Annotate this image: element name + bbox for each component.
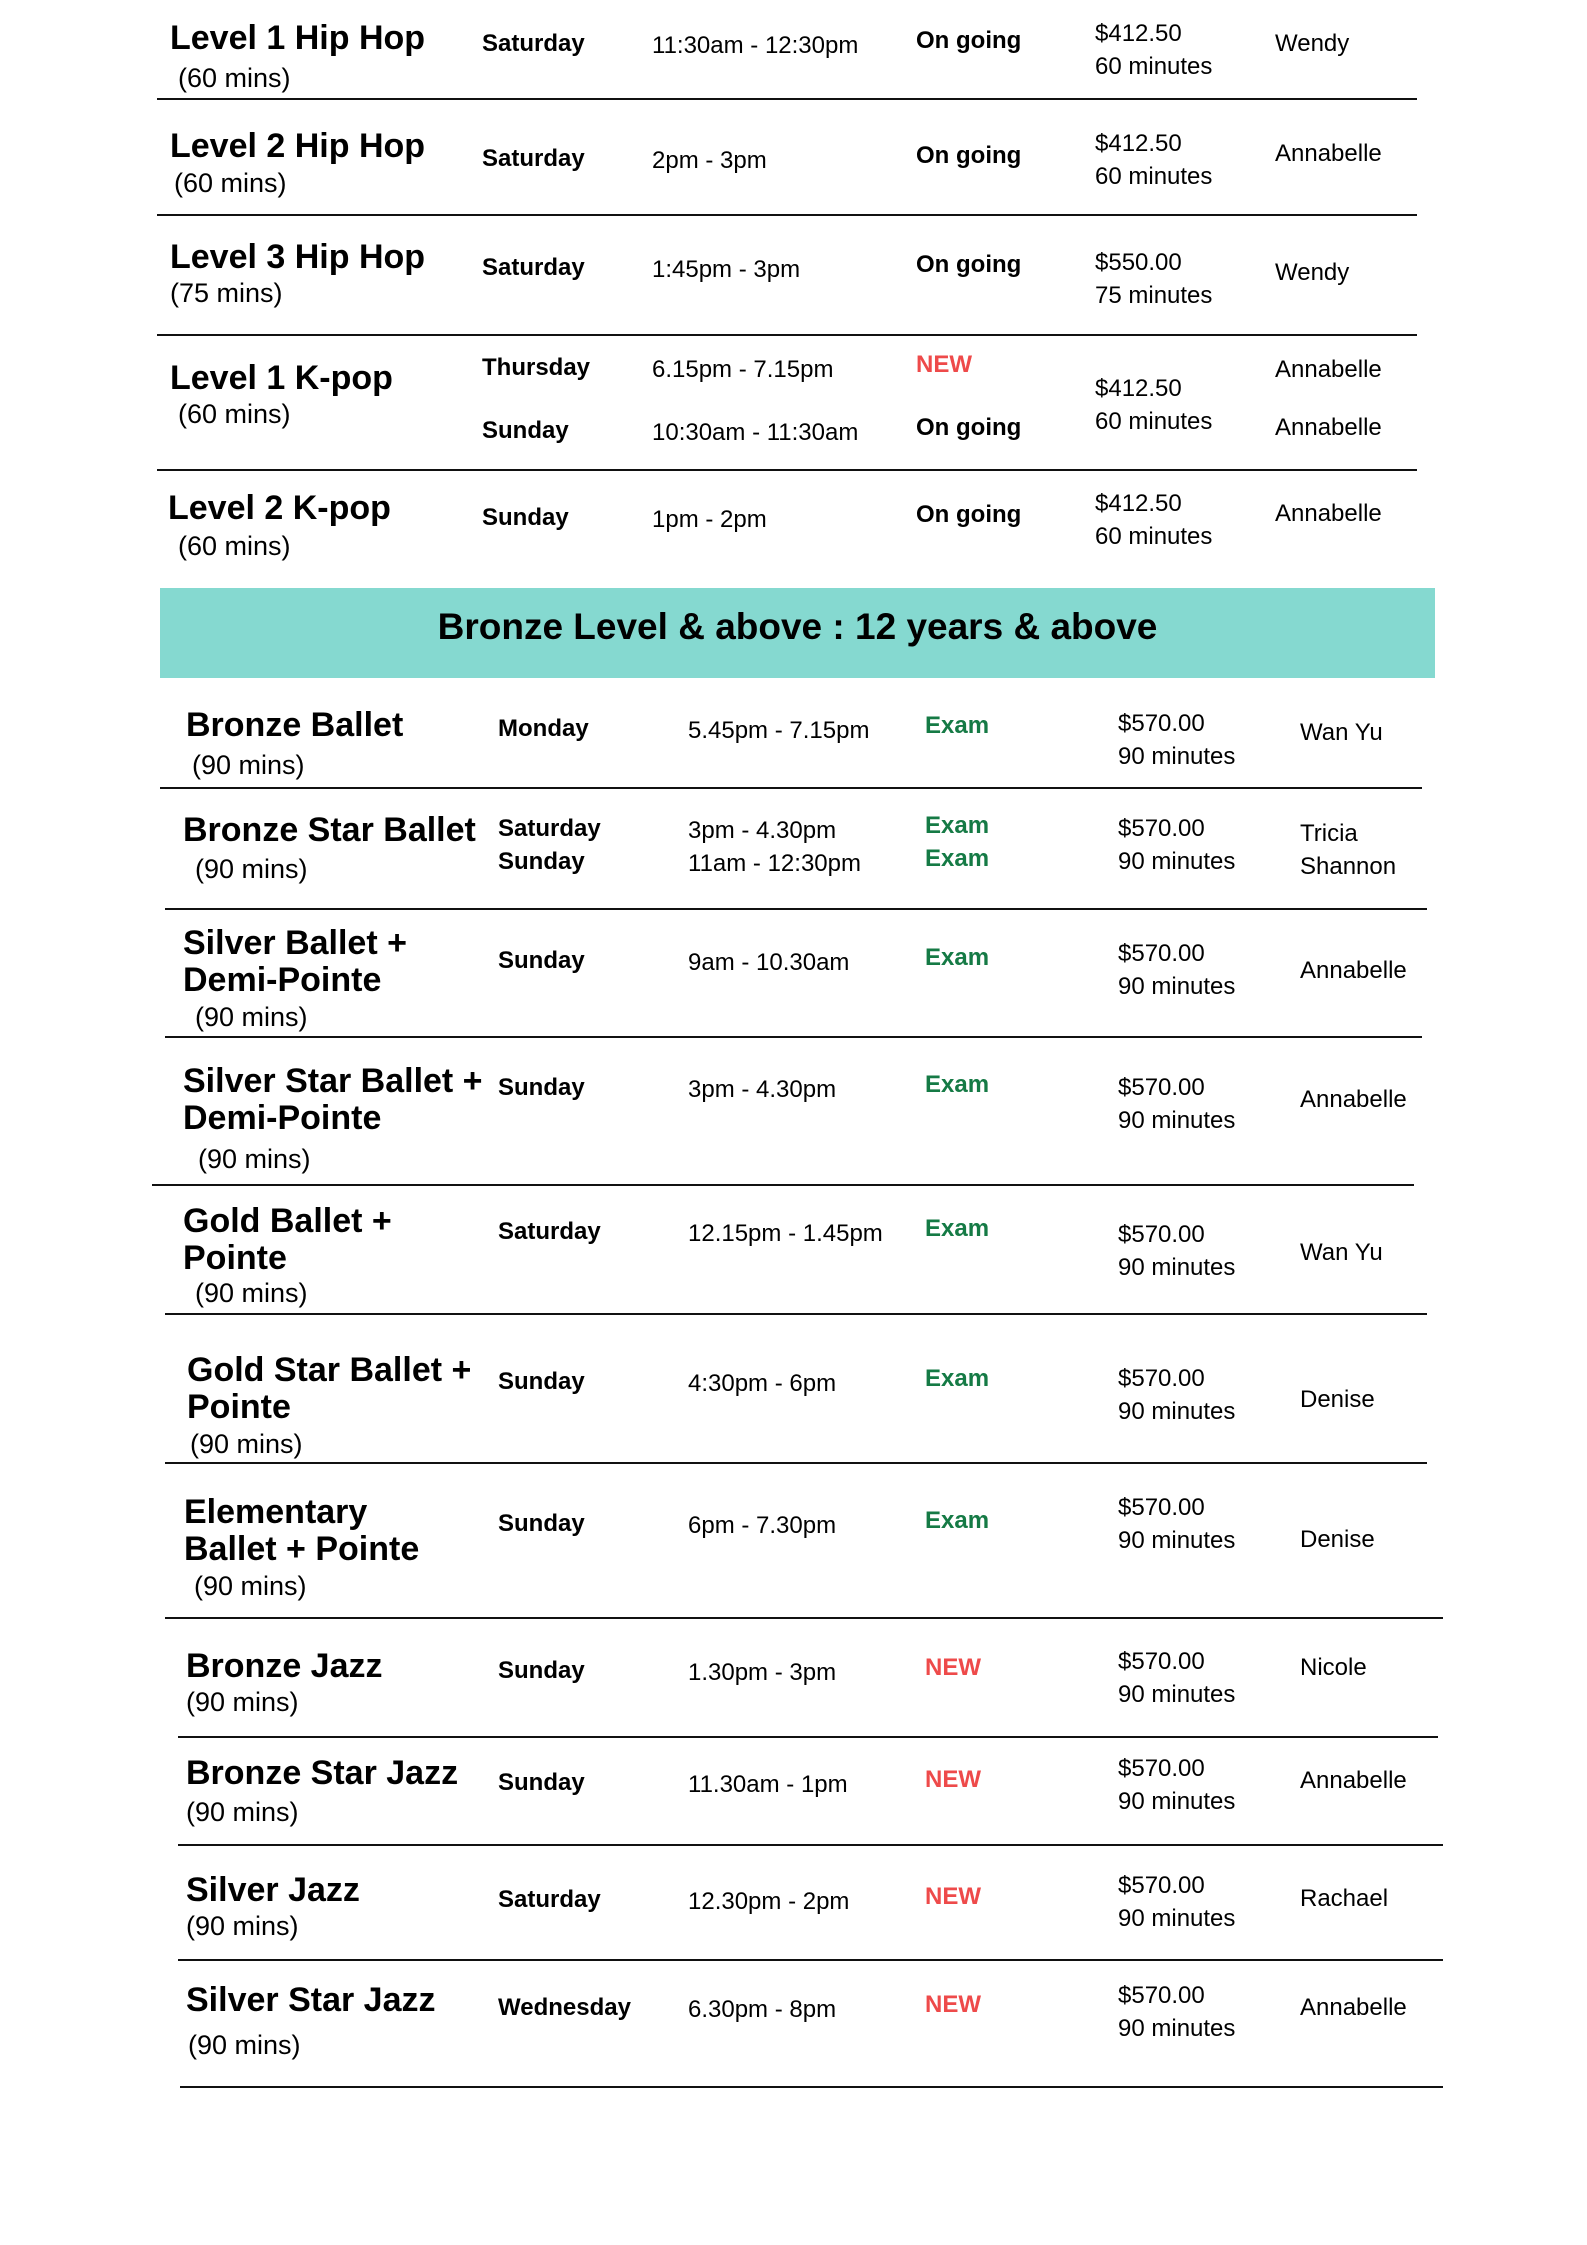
teacher-name: Denise <box>1300 1526 1375 1553</box>
session-time: 1:45pm - 3pm <box>652 256 801 283</box>
session-day: Saturday <box>498 1886 601 1913</box>
status-badge: Exam <box>925 944 990 971</box>
class-price: $412.50 <box>1095 130 1182 157</box>
class-price: $570.00 <box>1118 815 1205 842</box>
class-duration: (90 mins) <box>194 1571 307 1601</box>
teacher-name: Annabelle <box>1275 414 1382 441</box>
teacher-name: Annabelle <box>1275 356 1382 383</box>
row-divider <box>165 1036 1422 1038</box>
class-minutes: 75 minutes <box>1095 282 1213 309</box>
class-name: Bronze Jazz <box>186 1647 383 1685</box>
session-time: 2pm - 3pm <box>652 147 767 174</box>
status-badge: Exam <box>925 1215 990 1242</box>
class-minutes: 90 minutes <box>1118 2015 1236 2042</box>
session-day: Sunday <box>498 1769 585 1796</box>
status-badge: Exam <box>925 812 990 839</box>
status-badge: On going <box>916 27 1022 54</box>
class-price: $570.00 <box>1118 1982 1205 2009</box>
class-minutes: 90 minutes <box>1118 973 1236 1000</box>
session-day: Sunday <box>498 947 585 974</box>
class-duration: (90 mins) <box>186 1797 299 1827</box>
teacher-name: Rachael <box>1300 1885 1389 1912</box>
teacher-name: Annabelle <box>1300 1767 1407 1794</box>
session-day: Sunday <box>482 417 569 444</box>
class-price: $412.50 <box>1095 20 1182 47</box>
teacher-name: Denise <box>1300 1386 1375 1413</box>
class-name: Bronze Ballet <box>186 706 404 744</box>
status-badge: Exam <box>925 845 990 872</box>
class-name: Level 2 Hip Hop <box>170 127 426 165</box>
status-badge: On going <box>916 251 1022 278</box>
session-time: 6pm - 7.30pm <box>688 1512 837 1539</box>
class-price: $570.00 <box>1118 1074 1205 1101</box>
session-day: Sunday <box>498 1657 585 1684</box>
teacher-name: Tricia <box>1300 820 1358 847</box>
row-divider <box>152 1184 1414 1186</box>
session-day: Sunday <box>482 504 569 531</box>
session-day: Saturday <box>498 1218 601 1245</box>
status-badge: NEW <box>916 351 972 378</box>
class-name: Level 1 K-pop <box>170 359 393 397</box>
class-price: $412.50 <box>1095 490 1182 517</box>
class-price: $570.00 <box>1118 1755 1205 1782</box>
class-duration: (60 mins) <box>178 63 291 93</box>
class-name: Silver Star Jazz <box>186 1981 436 2019</box>
class-name: Gold Ballet + Pointe <box>183 1202 392 1277</box>
session-time: 10:30am - 11:30am <box>652 419 859 446</box>
teacher-name: Nicole <box>1300 1654 1367 1681</box>
class-duration: (90 mins) <box>198 1144 311 1174</box>
class-minutes: 90 minutes <box>1118 848 1236 875</box>
row-divider <box>180 2086 1443 2088</box>
class-minutes: 60 minutes <box>1095 163 1213 190</box>
teacher-name: Wan Yu <box>1300 719 1383 746</box>
teacher-name: Annabelle <box>1275 500 1382 527</box>
status-badge: Exam <box>925 1365 990 1392</box>
row-divider <box>157 469 1417 471</box>
class-duration: (90 mins) <box>195 854 308 884</box>
class-duration: (60 mins) <box>174 168 287 198</box>
status-badge: On going <box>916 414 1022 441</box>
class-duration: (90 mins) <box>192 750 305 780</box>
row-divider <box>157 334 1417 336</box>
session-day: Wednesday <box>498 1994 631 2021</box>
class-name: Level 2 K-pop <box>168 489 391 527</box>
row-divider <box>178 1844 1443 1846</box>
session-time: 3pm - 4.30pm <box>688 817 837 844</box>
session-time: 11am - 12:30pm <box>688 850 861 877</box>
status-badge: Exam <box>925 1071 990 1098</box>
status-badge: On going <box>916 142 1022 169</box>
teacher-name: Wendy <box>1275 30 1350 57</box>
class-price: $570.00 <box>1118 1494 1205 1521</box>
class-price: $550.00 <box>1095 249 1182 276</box>
status-badge: NEW <box>925 1654 981 1681</box>
class-duration: (90 mins) <box>195 1278 308 1308</box>
status-badge: NEW <box>925 1883 981 1910</box>
teacher-name: Annabelle <box>1300 1994 1407 2021</box>
session-time: 11.30am - 1pm <box>688 1771 848 1798</box>
teacher-name: Wendy <box>1275 259 1350 286</box>
session-day: Saturday <box>482 30 585 57</box>
teacher-name: Annabelle <box>1275 140 1382 167</box>
row-divider <box>157 98 1417 100</box>
teacher-name: Annabelle <box>1300 1086 1407 1113</box>
class-minutes: 90 minutes <box>1118 1398 1236 1425</box>
class-minutes: 90 minutes <box>1118 1905 1236 1932</box>
teacher-name: Wan Yu <box>1300 1239 1383 1266</box>
row-divider <box>178 1736 1438 1738</box>
row-divider <box>157 214 1417 216</box>
status-badge: Exam <box>925 712 990 739</box>
class-price: $570.00 <box>1118 1872 1205 1899</box>
class-minutes: 90 minutes <box>1118 1107 1236 1134</box>
class-minutes: 90 minutes <box>1118 1788 1236 1815</box>
class-name: Bronze Star Ballet <box>183 811 476 849</box>
class-price: $570.00 <box>1118 1648 1205 1675</box>
class-minutes: 90 minutes <box>1118 1527 1236 1554</box>
class-name: Elementary Ballet + Pointe <box>184 1493 420 1568</box>
class-price: $570.00 <box>1118 940 1205 967</box>
row-divider <box>160 787 1422 789</box>
row-divider <box>178 1959 1443 1961</box>
session-time: 6.30pm - 8pm <box>688 1996 837 2023</box>
age-group-banner-text: Bronze Level & above : 12 years & above <box>437 606 1158 647</box>
class-duration: (90 mins) <box>186 1687 299 1717</box>
class-name: Silver Star Ballet + Demi-Pointe <box>183 1062 483 1137</box>
session-day: Saturday <box>498 815 601 842</box>
age-group-banner <box>160 588 1435 678</box>
status-badge: On going <box>916 501 1022 528</box>
session-time: 12.30pm - 2pm <box>688 1888 850 1915</box>
session-day: Monday <box>498 715 589 742</box>
class-price: $570.00 <box>1118 710 1205 737</box>
class-duration: (90 mins) <box>188 2030 301 2060</box>
class-minutes: 90 minutes <box>1118 1254 1236 1281</box>
class-duration: (90 mins) <box>195 1002 308 1032</box>
session-time: 6.15pm - 7.15pm <box>652 356 834 383</box>
class-minutes: 90 minutes <box>1118 743 1236 770</box>
class-name: Level 1 Hip Hop <box>170 19 426 57</box>
session-time: 1.30pm - 3pm <box>688 1659 837 1686</box>
class-minutes: 60 minutes <box>1095 53 1213 80</box>
class-name: Silver Ballet + Demi-Pointe <box>183 924 407 999</box>
teacher-name: Annabelle <box>1300 957 1407 984</box>
session-time: 11:30am - 12:30pm <box>652 32 859 59</box>
class-duration: (90 mins) <box>190 1429 303 1459</box>
row-divider <box>165 1617 1443 1619</box>
class-duration: (90 mins) <box>186 1911 299 1941</box>
class-name: Level 3 Hip Hop <box>170 238 426 276</box>
session-time: 3pm - 4.30pm <box>688 1076 837 1103</box>
class-price: $570.00 <box>1118 1365 1205 1392</box>
class-name: Silver Jazz <box>186 1871 360 1909</box>
class-duration: (60 mins) <box>178 399 291 429</box>
class-minutes: 60 minutes <box>1095 523 1213 550</box>
session-day: Sunday <box>498 1074 585 1101</box>
session-time: 12.15pm - 1.45pm <box>688 1220 883 1247</box>
session-day: Thursday <box>482 354 591 381</box>
row-divider <box>165 908 1427 910</box>
class-name: Bronze Star Jazz <box>186 1754 459 1792</box>
session-time: 4:30pm - 6pm <box>688 1370 837 1397</box>
session-time: 9am - 10.30am <box>688 949 850 976</box>
status-badge: NEW <box>925 1991 981 2018</box>
class-duration: (75 mins) <box>170 278 283 308</box>
class-duration: (60 mins) <box>178 531 291 561</box>
class-minutes: 90 minutes <box>1118 1681 1236 1708</box>
session-time: 1pm - 2pm <box>652 506 767 533</box>
session-time: 5.45pm - 7.15pm <box>688 717 870 744</box>
session-day: Sunday <box>498 848 585 875</box>
class-minutes: 60 minutes <box>1095 408 1213 435</box>
row-divider <box>165 1313 1427 1315</box>
class-price: $570.00 <box>1118 1221 1205 1248</box>
session-day: Sunday <box>498 1510 585 1537</box>
session-day: Saturday <box>482 254 585 281</box>
session-day: Sunday <box>498 1368 585 1395</box>
teacher-name: Shannon <box>1300 853 1397 880</box>
row-divider <box>165 1462 1427 1464</box>
status-badge: Exam <box>925 1507 990 1534</box>
session-day: Saturday <box>482 145 585 172</box>
class-price: $412.50 <box>1095 375 1182 402</box>
status-badge: NEW <box>925 1766 981 1793</box>
class-name: Gold Star Ballet + Pointe <box>187 1351 472 1426</box>
